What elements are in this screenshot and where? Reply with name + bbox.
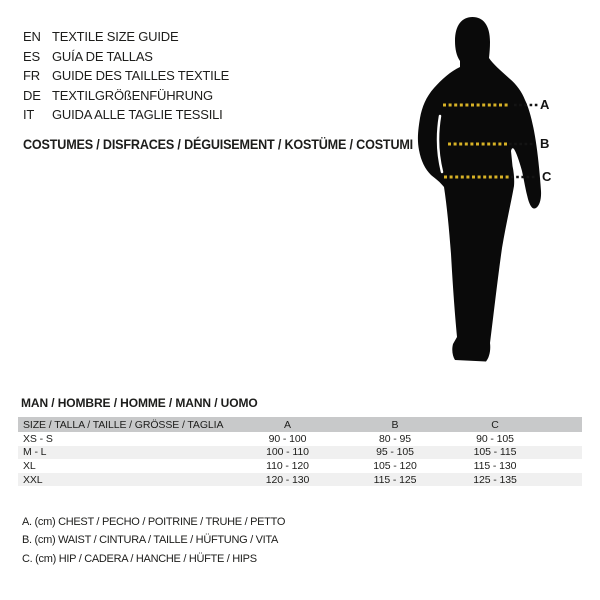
language-code: ES (23, 48, 40, 64)
table-header-row (18, 417, 582, 432)
language-row-it (23, 105, 229, 125)
language-code: IT (23, 107, 35, 123)
value-cell-a: 90 - 100 (268, 432, 307, 445)
legend-line-c: C. (cm) HIP / CADERA / HANCHE / HÜFTE / HIPS (22, 552, 257, 565)
language-label: TEXTILGRÖßENFÜHRUNG (52, 87, 213, 103)
value-cell-c: 90 - 105 (476, 432, 514, 445)
value-cell-b: 105 - 120 (373, 459, 417, 472)
man-silhouette-figure (398, 10, 588, 365)
language-label: TEXTILE SIZE GUIDE (52, 29, 179, 44)
value-cell-b: 80 - 95 (379, 432, 411, 445)
header-col-b: B (391, 418, 399, 431)
language-label: GUÍA DE TALLAS (52, 48, 153, 64)
value-cell-a: 120 - 130 (265, 473, 310, 486)
size-cell: XL (23, 459, 36, 472)
language-code: EN (23, 29, 41, 44)
table-row (18, 459, 582, 473)
value-cell-a: 100 - 110 (266, 446, 309, 459)
value-cell-a: 110 - 120 (266, 459, 309, 472)
value-cell-c: 125 - 135 (473, 473, 517, 486)
measure-label-b: B (540, 136, 550, 151)
language-code: DE (23, 87, 41, 103)
language-label: GUIDE DES TAILLES TEXTILE (52, 68, 230, 84)
value-cell-c: 115 - 130 (473, 459, 517, 472)
measure-label-c: C (542, 169, 552, 184)
table-row (18, 473, 582, 487)
language-row-de (23, 86, 229, 106)
size-section-title: MAN / HOMBRE / HOMME / MANN / UOMO (21, 396, 258, 410)
header-col-a: A (284, 418, 291, 431)
size-cell: XXL (23, 473, 43, 486)
language-row-fr (23, 66, 229, 86)
language-label: GUIDA ALLE TAGLIE TESSILI (52, 107, 223, 123)
category-title: COSTUMES / DISFRACES / DÉGUISEMENT / KOSTÜME / COSTUMI (23, 136, 414, 152)
value-cell-c: 105 - 115 (473, 446, 517, 459)
size-cell: XS - S (23, 432, 53, 445)
language-row-es (23, 47, 229, 67)
measure-label-a: A (540, 97, 550, 112)
measurement-legend (22, 513, 285, 568)
size-table (18, 417, 582, 486)
value-cell-b: 115 - 125 (373, 473, 417, 486)
header-col-c: C (491, 418, 499, 431)
value-cell-b: 95 - 105 (376, 446, 414, 459)
language-list (23, 27, 229, 125)
legend-line-a: A. (cm) CHEST / PECHO / POITRINE / TRUHE / PETTO (22, 516, 286, 528)
legend-line-b: B. (cm) WAIST / CINTURA / TAILLE / HÜFTUNG / VITA (22, 534, 279, 547)
size-cell: M - L (23, 446, 47, 459)
table-row (18, 446, 582, 460)
language-code: FR (23, 68, 40, 84)
language-row-en (23, 27, 229, 47)
header-size-label: SIZE / TALLA / TAILLE / GRÖSSE / TAGLIA (23, 418, 224, 431)
table-row (18, 432, 582, 446)
man-silhouette (418, 17, 541, 362)
